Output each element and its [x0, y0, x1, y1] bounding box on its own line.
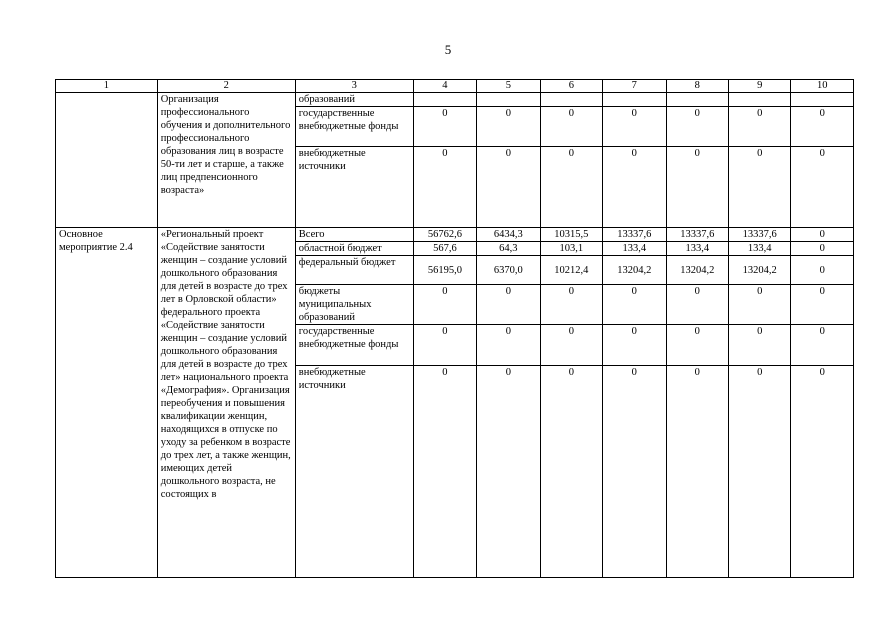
value-cell: 13337,6 — [603, 228, 666, 242]
budget-table — [55, 79, 854, 578]
value-cell: 0 — [603, 366, 666, 578]
value-cell: 0 — [791, 107, 854, 147]
value-cell: 0 — [791, 285, 854, 325]
value-cell: 133,4 — [729, 242, 791, 256]
value-cell: 0 — [540, 325, 602, 366]
value-cell: 567,6 — [413, 242, 476, 256]
column-header: 6 — [540, 80, 602, 93]
value-cell: 13204,2 — [729, 256, 791, 285]
table-row — [56, 228, 854, 242]
funding-source-cell: федеральный бюджет — [295, 256, 413, 285]
column-header: 10 — [791, 80, 854, 93]
column-header: 9 — [729, 80, 791, 93]
value-cell: 0 — [729, 325, 791, 366]
funding-source-cell: бюджеты муниципальных образований — [295, 285, 413, 325]
value-cell: 103,1 — [540, 242, 602, 256]
value-cell: 0 — [666, 325, 728, 366]
value-cell: 0 — [540, 147, 602, 228]
activity-description-cell: Организация профессионального обучения и дополнительного профессионального образования лиц в возрасте 50-ти лет и старше, а также лиц предпенсионного возраста» — [157, 93, 295, 228]
value-cell: 0 — [603, 107, 666, 147]
value-cell: 6434,3 — [477, 228, 540, 242]
value-cell: 0 — [729, 107, 791, 147]
value-cell — [729, 93, 791, 107]
funding-source-cell: Всего — [295, 228, 413, 242]
value-cell: 6370,0 — [477, 256, 540, 285]
value-cell: 0 — [791, 147, 854, 228]
page-number: 5 — [444, 42, 452, 57]
value-cell: 0 — [540, 366, 602, 578]
value-cell: 56195,0 — [413, 256, 476, 285]
value-cell — [540, 93, 602, 107]
value-cell — [477, 93, 540, 107]
activity-name-cell: Основное мероприятие 2.4 — [56, 228, 158, 578]
column-header: 3 — [295, 80, 413, 93]
value-cell — [666, 93, 728, 107]
column-header: 1 — [56, 80, 158, 93]
value-cell: 0 — [413, 325, 476, 366]
value-cell: 0 — [477, 366, 540, 578]
value-cell: 0 — [729, 366, 791, 578]
value-cell: 0 — [477, 107, 540, 147]
column-header: 7 — [603, 80, 666, 93]
value-cell: 64,3 — [477, 242, 540, 256]
value-cell: 133,4 — [666, 242, 728, 256]
activity-description-cell: «Региональный проект «Содействие занятости женщин – создание условий дошкольного образования для детей в возрасте до трех лет в Орловской области» федерального проекта «Содействие занятости женщин – создание условий дошкольного образования для детей в возрасте до трех лет» национального проекта «Демография». Организация переобучения и повышения квалификации женщин, находящихся в отпуске по уходу за ребенком в возрасте до трех лет, а также женщин, имеющих детей дошкольного возраста, не состоящих в — [157, 228, 295, 578]
value-cell: 0 — [791, 228, 854, 242]
value-cell: 0 — [477, 325, 540, 366]
value-cell: 0 — [666, 147, 728, 228]
value-cell: 0 — [540, 285, 602, 325]
value-cell: 0 — [791, 256, 854, 285]
value-cell: 0 — [413, 285, 476, 325]
value-cell: 0 — [477, 285, 540, 325]
column-header: 8 — [666, 80, 728, 93]
value-cell — [603, 93, 666, 107]
funding-source-cell: внебюджетные источники — [295, 147, 413, 228]
value-cell: 0 — [413, 107, 476, 147]
value-cell: 13337,6 — [729, 228, 791, 242]
funding-source-cell: областной бюджет — [295, 242, 413, 256]
column-header: 5 — [477, 80, 540, 93]
funding-source-cell: государственные внебюджетные фонды — [295, 325, 413, 366]
value-cell: 0 — [413, 366, 476, 578]
value-cell: 0 — [729, 147, 791, 228]
column-header: 4 — [413, 80, 476, 93]
header-row — [56, 80, 854, 93]
value-cell: 10315,5 — [540, 228, 602, 242]
value-cell: 0 — [666, 366, 728, 578]
value-cell: 13337,6 — [666, 228, 728, 242]
funding-source-cell: внебюджетные источники — [295, 366, 413, 578]
value-cell: 0 — [603, 285, 666, 325]
value-cell: 0 — [540, 107, 602, 147]
table-row — [56, 93, 854, 107]
value-cell: 0 — [477, 147, 540, 228]
funding-source-cell: государственные внебюджетные фонды — [295, 107, 413, 147]
value-cell: 0 — [666, 107, 728, 147]
value-cell: 56762,6 — [413, 228, 476, 242]
value-cell: 10212,4 — [540, 256, 602, 285]
value-cell: 13204,2 — [666, 256, 728, 285]
value-cell: 0 — [791, 325, 854, 366]
value-cell: 0 — [791, 366, 854, 578]
value-cell: 0 — [603, 147, 666, 228]
value-cell — [791, 93, 854, 107]
value-cell: 0 — [729, 285, 791, 325]
value-cell: 133,4 — [603, 242, 666, 256]
value-cell — [413, 93, 476, 107]
value-cell: 0 — [666, 285, 728, 325]
value-cell: 0 — [413, 147, 476, 228]
funding-source-cell: образований — [295, 93, 413, 107]
value-cell: 0 — [603, 325, 666, 366]
value-cell: 13204,2 — [603, 256, 666, 285]
activity-name-cell — [56, 93, 158, 228]
column-header: 2 — [157, 80, 295, 93]
value-cell: 0 — [791, 242, 854, 256]
